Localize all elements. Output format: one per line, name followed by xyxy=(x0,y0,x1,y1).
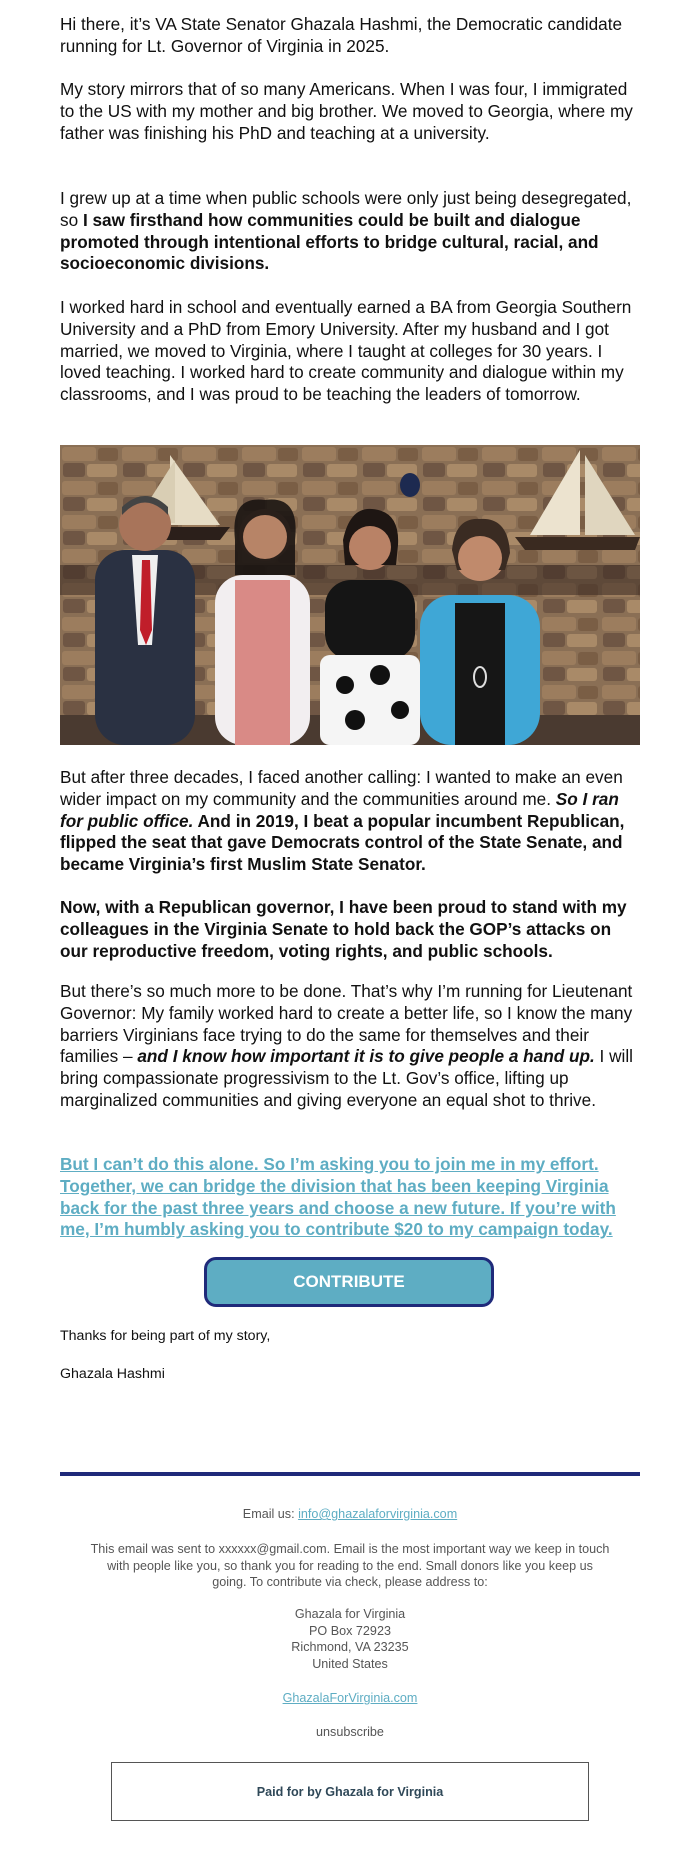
story-paragraph-1: My story mirrors that of so many Americans. When I was four, I immigrated to the US with my mother and big brother. We moved to Georgia, where my father was finishing his PhD and teaching at a university. xyxy=(60,79,633,143)
story-4-bold: And in 2019, I beat a popular incumbent Republican, flipped the seat that gave Democrats control of the State Senate, and became Virginia’s first Muslim State Senator. xyxy=(60,810,625,875)
story-6-plain-2: I will bring compassionate progressivism to the Lt. Gov’s office, lifting up marginalized communities and giving everyone an equal shot to thrive. xyxy=(60,1046,633,1110)
email-link[interactable]: info@ghazalaforvirginia.com xyxy=(298,1507,458,1521)
footer-divider xyxy=(60,1472,640,1476)
email-prefix: Email us: xyxy=(242,1507,299,1521)
footer-site xyxy=(60,1690,640,1707)
signature: Ghazala Hashmi xyxy=(60,1366,165,1382)
thanks-line: Thanks for being part of my story, xyxy=(60,1328,271,1344)
story-paragraph-4 xyxy=(60,767,640,876)
story-6-bold-italic: and I know how important it is to give people a hand up. xyxy=(137,1046,595,1067)
cta-paragraph xyxy=(60,1154,640,1241)
contribute-button[interactable]: CONTRIBUTE xyxy=(204,1257,494,1307)
website-link[interactable]: GhazalaForVirginia.com xyxy=(282,1691,418,1705)
unsubscribe-link[interactable]: unsubscribe xyxy=(316,1725,384,1739)
story-6-plain-1: But there’s so much more to be done. That’s why I’m running for Lieutenant Governor: My family worked hard to create a better life, so I know the many barriers Virginians face trying to do the same for themselves and their families – xyxy=(60,981,633,1067)
cta-donate-link[interactable]: But I can’t do this alone. So I’m asking you to join me in my effort. Together, we can bridge the division that has been keeping Virginia back for the past three years and choose a new future. If you’re with me, I’m humbly asking you to contribute $20 to my campaign today. xyxy=(60,1154,616,1240)
family-photo xyxy=(60,445,640,745)
address-line: United States xyxy=(312,1656,388,1671)
footer-email-line xyxy=(60,1506,640,1523)
story-paragraph-3: I worked hard in school and eventually earned a BA from Georgia Southern University and a PhD from Emory University. After my husband and I got married, we moved to Virginia, where I taught at colleges for 30 years. I loved teaching. I worked hard to create community and dialogue within my classrooms, and I was proud to be teaching the leaders of tomorrow. xyxy=(60,297,632,405)
story-paragraph-5: Now, with a Republican governor, I have been proud to stand with my colleagues in the Virginia Senate to hold back the GOP’s attacks on our reproductive freedom, voting rights, and public schools. xyxy=(60,897,627,961)
story-2-bold: I saw firsthand how communities could be built and dialogue promoted through intentional efforts to bridge cultural, racial, and socioeconomic divisions. xyxy=(60,209,599,274)
address-line: Richmond, VA 23235 xyxy=(291,1640,409,1654)
footer-notice: This email was sent to xxxxxx@gmail.com. Email is the most important way we keep in touch with people like you, so thank you for reading to the end. Small donors like you keep us going. To contribute via check, please address to: xyxy=(90,1542,610,1589)
paid-for-disclaimer: Paid for by Ghazala for Virginia xyxy=(111,1762,589,1821)
story-paragraph-2 xyxy=(60,188,640,275)
mailing-address xyxy=(60,1606,640,1672)
story-2-plain: I grew up at a time when public schools were only just being desegregated, so xyxy=(60,188,632,230)
story-4-plain: But after three decades, I faced another calling: I wanted to make an even wider impact on my community and the communities around me. xyxy=(60,767,623,809)
family-photo-illustration xyxy=(60,445,640,745)
address-line: Ghazala for Virginia xyxy=(294,1607,406,1621)
story-4-bold-italic: So I ran for public office. xyxy=(60,788,619,831)
story-paragraph-6 xyxy=(60,981,640,1112)
address-line: PO Box 72923 xyxy=(309,1623,391,1638)
intro-paragraph: Hi there, it’s VA State Senator Ghazala Hashmi, the Democratic candidate running for Lt. Governor of Virginia in 2025. xyxy=(60,14,623,56)
